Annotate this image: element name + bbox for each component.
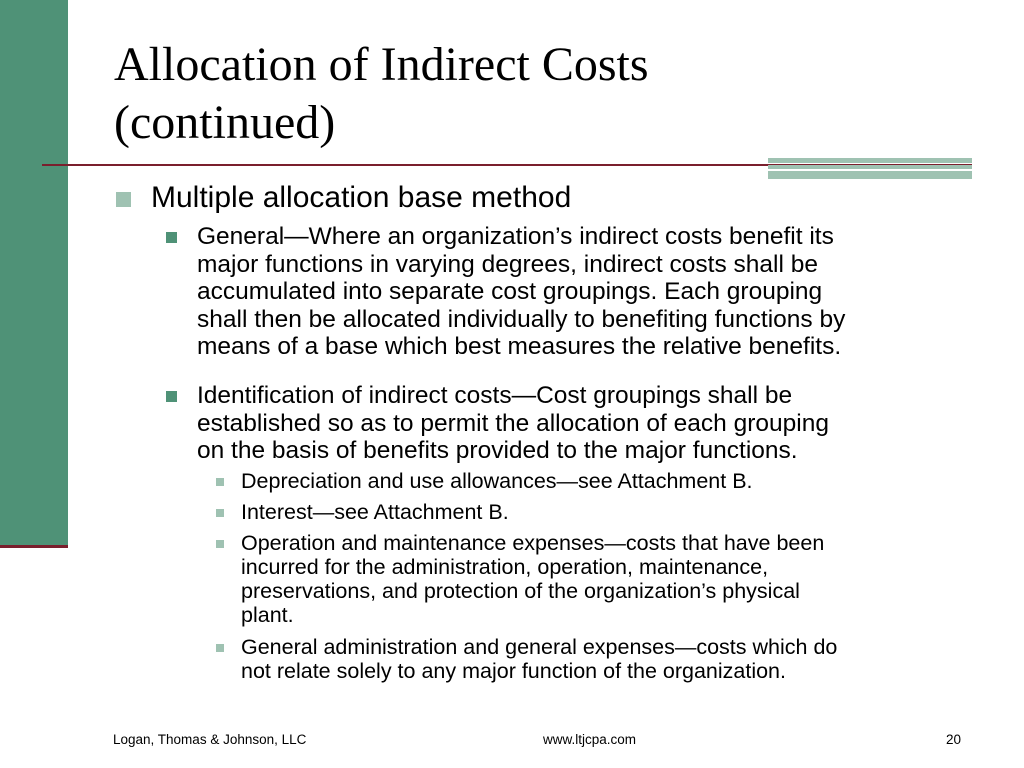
sub-sub-bullet	[216, 500, 976, 524]
square-bullet-icon	[166, 232, 177, 243]
sub-bullet-text: Identification of indirect costs—Cost groupings shall be established so as to permit the allocation of each grouping on the basis of benefits provided to the major functions.	[197, 382, 829, 464]
sub-sub-bullet	[216, 531, 976, 627]
slide-title	[114, 36, 814, 152]
sub-sub-bullet-text: Interest—see Attachment B.	[241, 500, 509, 524]
square-bullet-icon	[216, 509, 224, 517]
square-bullet-icon	[166, 391, 177, 402]
left-sidebar-band	[0, 0, 68, 545]
sub-sub-bullet-text: Depreciation and use allowances—see Attachment B.	[241, 469, 753, 493]
footer-company: Logan, Thomas & Johnson, LLC	[113, 732, 307, 747]
sub-bullet-text: General—Where an organization’s indirect costs benefit its major functions in varying degrees, indirect costs shall be accumulated into separate cost groupings. Each grouping shall then be allocated individually to benefiting functions by means of a base which best measures the relative benefits.	[197, 223, 846, 360]
sub-sub-bullet	[216, 469, 976, 493]
sidebar-rule	[0, 545, 68, 548]
square-bullet-icon	[216, 644, 224, 652]
title-line-1: Allocation of Indirect Costs	[114, 38, 649, 91]
square-bullet-icon	[116, 192, 131, 207]
footer-website: www.ltjcpa.com	[543, 732, 637, 747]
sub-bullet	[166, 382, 956, 465]
title-accent-bars	[768, 158, 972, 178]
sub-sub-bullet-text: General administration and general expenses—costs which do not relate solely to any major function of the organization.	[241, 635, 838, 683]
sub-bullet	[166, 223, 956, 361]
sub-sub-bullet	[216, 635, 976, 683]
title-line-2: (continued)	[114, 96, 336, 149]
main-bullet-text: Multiple allocation base method	[151, 181, 572, 214]
square-bullet-icon	[216, 540, 224, 548]
sub-sub-bullet-text: Operation and maintenance expenses—costs that have been incurred for the administration, operation, maintenance, preservations, and protection of the organization’s physical plant.	[241, 531, 825, 627]
footer-page-number: 20	[946, 732, 962, 747]
square-bullet-icon	[216, 478, 224, 486]
